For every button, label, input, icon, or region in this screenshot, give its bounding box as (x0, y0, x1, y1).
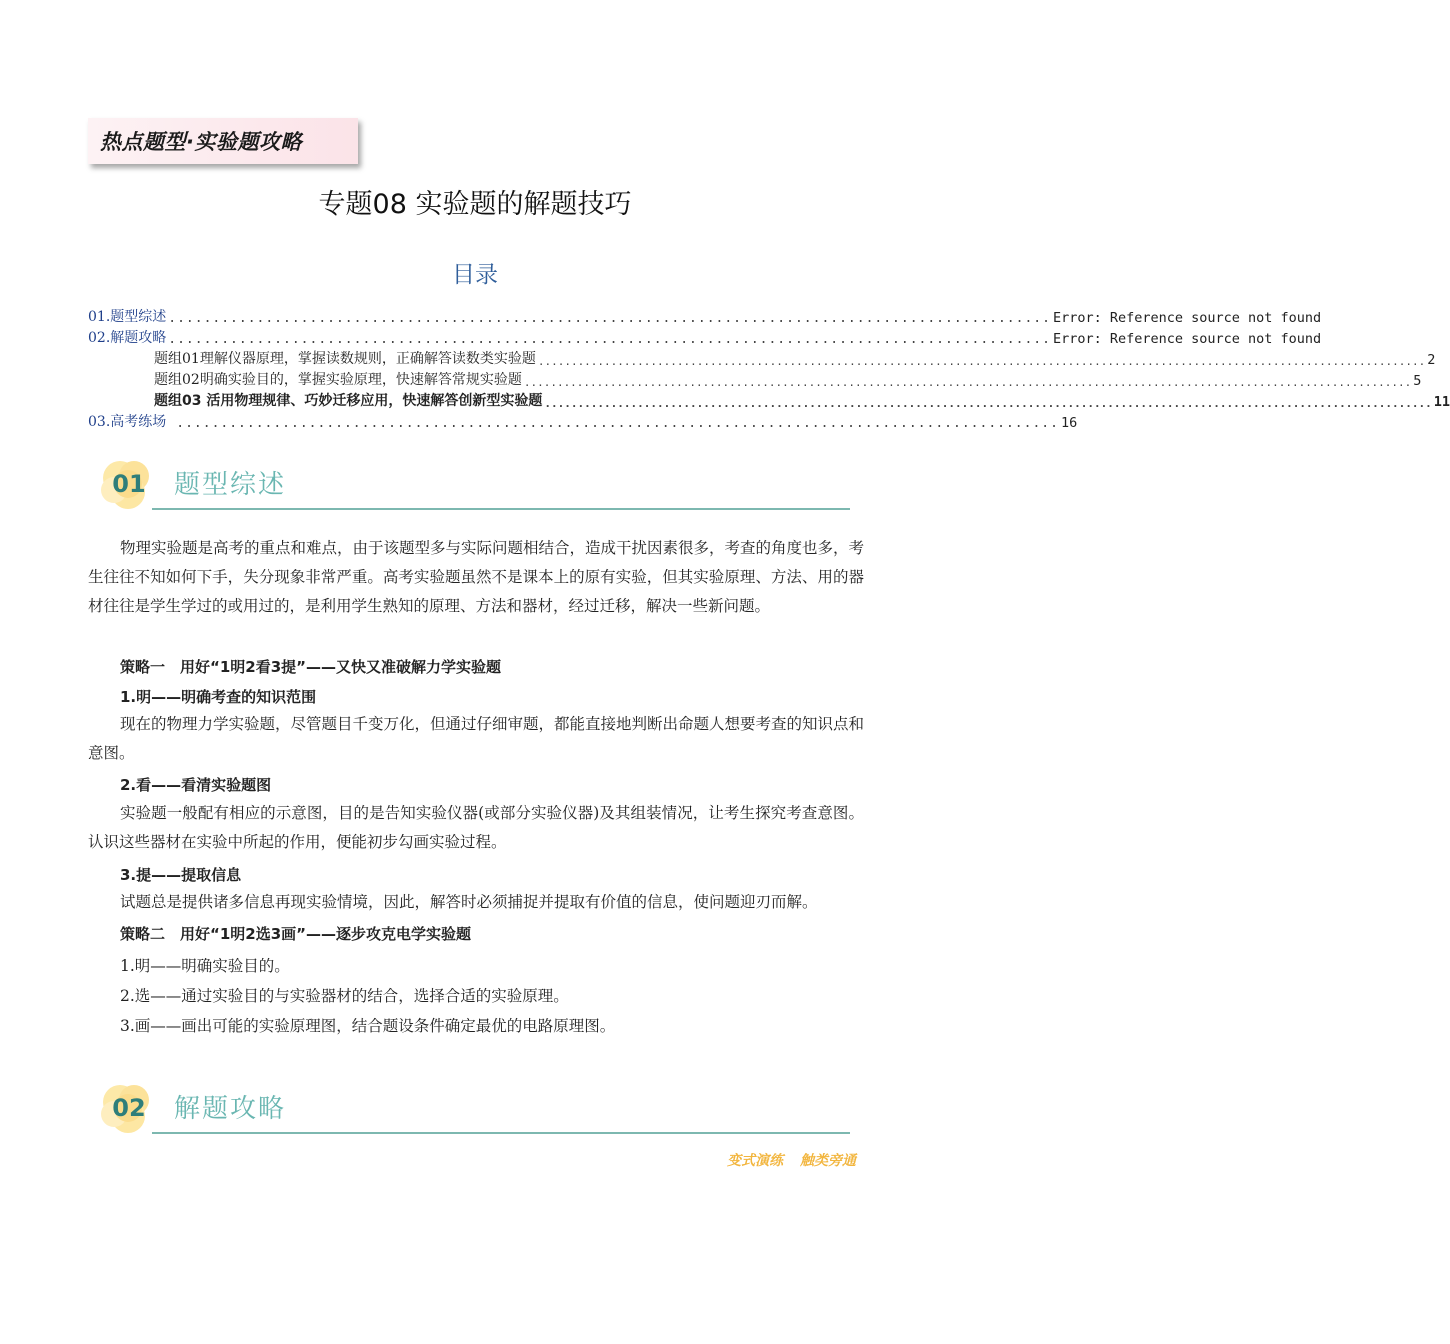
toc-entry-label[interactable]: 01.题型综述 (88, 309, 167, 325)
toc-entry-2[interactable] (88, 327, 1322, 347)
strategy-two-heading: 策略二 用好“1明2选3画”——逐步攻克电学实验题 (120, 925, 472, 943)
toc-entry-label[interactable]: 题组02明确实验目的，掌握实验原理，快速解答常规实验题 (154, 372, 522, 388)
section-divider (152, 1132, 850, 1134)
toc-entry-4[interactable] (154, 369, 1422, 389)
section-title: 题型综述 (174, 470, 287, 500)
toc-leader-dots: ...................................................................................................................................... (523, 376, 1412, 389)
toc-entry-label[interactable]: 02.解题攻略 (88, 330, 167, 346)
strategy-one-step-3: 3.提——提取信息 (120, 866, 242, 884)
section-title: 解题攻略 (174, 1094, 287, 1124)
document-title: 专题08 实验题的解题技巧 (318, 189, 632, 220)
section-number: 02 (112, 1094, 146, 1122)
toc-entry-page: 11 (1433, 394, 1450, 410)
toc-entry-6[interactable] (88, 411, 1078, 431)
section-header-overview (90, 452, 850, 522)
topic-banner (88, 118, 358, 164)
strategy-two-step-2: 2.选——通过实验目的与实验器材的结合，选择合适的实验原理。 (120, 987, 569, 1005)
toc-entry-page: 16 (1060, 415, 1078, 431)
toc-entry-3[interactable] (154, 348, 1436, 368)
toc-entry-page: Error: Reference source not found (1052, 310, 1322, 326)
toc-entry-1[interactable] (88, 306, 1322, 326)
strategy-one-step-3-text: 试题总是提供诸多信息再现实验情境，因此，解答时必须捕捉并提取有价值的信息，使问题迎刃而解。 (120, 893, 818, 911)
section-tagline: 变式演练 触类旁通 (727, 1153, 856, 1169)
toc-entry-label[interactable]: 题组03 活用物理规律、巧妙迁移应用，快速解答创新型实验题 (154, 393, 543, 409)
banner-text: 热点题型·实验题攻略 (100, 130, 302, 154)
toc-title: 目录 (452, 262, 498, 288)
toc-entry-page: Error: Reference source not found (1052, 331, 1322, 347)
toc-leader-dots: ...................................................................................................................................... (537, 355, 1426, 368)
strategy-two-step-1: 1.明——明确实验目的。 (120, 957, 290, 975)
toc-entry-page: 2 (1427, 352, 1436, 368)
toc-entry-5[interactable] (154, 390, 1450, 410)
strategy-two-step-3: 3.画——画出可能的实验原理图，结合题设条件确定最优的电路原理图。 (120, 1017, 616, 1035)
toc-entry-label[interactable]: 题组01理解仪器原理，掌握读数规则，正确解答读数类实验题 (154, 351, 536, 367)
section-divider (152, 508, 850, 510)
toc-leader-dots: ...................................................................................................................................... (544, 397, 1432, 410)
strategy-one-step-1-text: 现在的物理力学实验题，尽管题目千变万化，但通过仔细审题，都能直接地判断出命题人想要考查的知识点和意图。 (88, 715, 865, 762)
toc-entry-page: 5 (1413, 373, 1422, 389)
section-number: 01 (112, 470, 146, 498)
section-header-strategies (90, 1076, 850, 1146)
toc-leader-dots: .................................................................................................... (168, 332, 1051, 347)
strategy-one-step-2: 2.看——看清实验题图 (120, 776, 272, 794)
toc-entry-label[interactable]: 03.高考练场 (88, 414, 167, 430)
strategy-one-heading: 策略一 用好“1明2看3提”——又快又准破解力学实验题 (120, 658, 502, 676)
overview-paragraph: 物理实验题是高考的重点和难点，由于该题型多与实际问题相结合，造成干扰因素很多，考查的角度也多，考生往往不知如何下手，失分现象非常严重。高考实验题虽然不是课本上的原有实验，但其实验原理、方法、用的器材往往是学生学过的或用过的，是利用学生熟知的原理、方法和器材，经过迁移，解决一些新问题。 (88, 539, 865, 615)
strategy-one-step-2-text: 实验题一般配有相应的示意图，目的是告知实验仪器(或部分实验仪器)及其组装情况，让考生探究考查意图。认识这些器材在实验中所起的作用，便能初步勾画实验过程。 (88, 804, 864, 851)
strategy-one-step-1: 1.明——明确考查的知识范围 (120, 688, 317, 706)
toc-leader-dots: .................................................................................................... (176, 416, 1059, 431)
toc-leader-dots: .................................................................................................... (168, 311, 1051, 326)
